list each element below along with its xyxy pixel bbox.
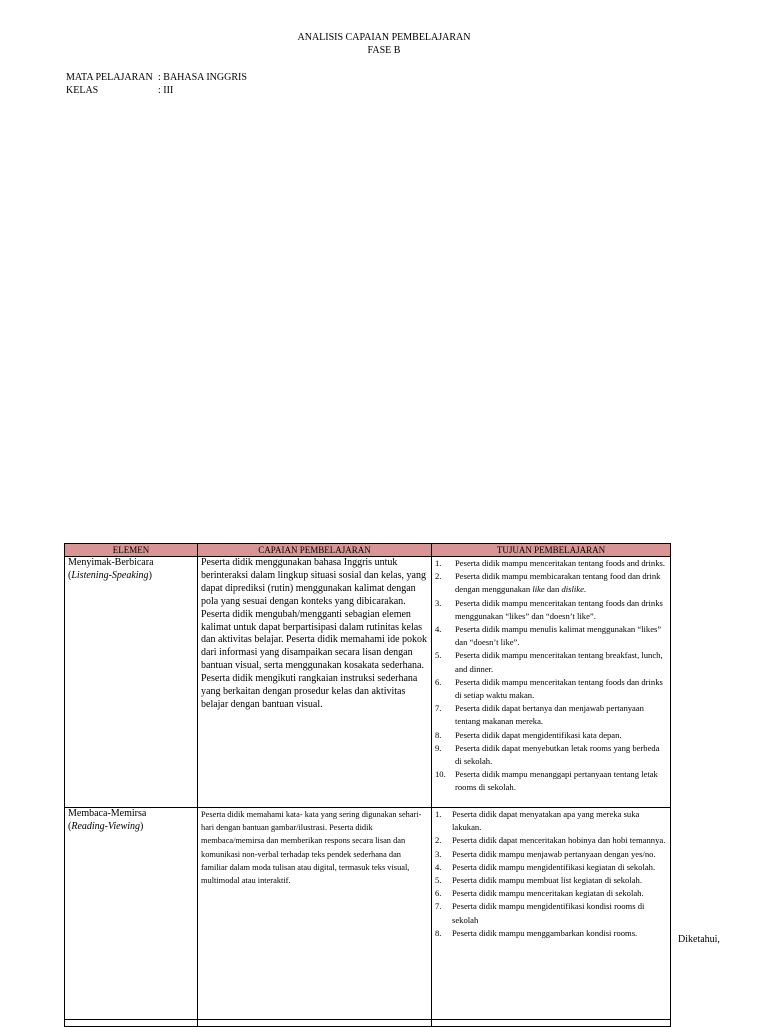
tujuan-list (435, 808, 667, 940)
list-item: 3. Peserta didik mampu menjawab pertanyaan dengan yes/no. (435, 848, 656, 859)
list-item: 6. Peserta didik mampu menceritakan tentang foods dan drinks di setiap waktu makan. (435, 676, 663, 701)
tujuan-list (435, 557, 667, 795)
list-item: 1. Peserta didik mampu menceritakan tentang foods and drinks. (435, 558, 666, 568)
class-label: KELAS (66, 85, 99, 96)
element-cell: Membaca-Memirsa (Reading-Viewing) (65, 808, 198, 1020)
list-item: 8. Peserta didik mampu menggambarkan kondisi rooms. (435, 927, 638, 938)
list-item: 7. Peserta didik dapat bertanya dan menjawab pertanyaan tentang makanan mereka. (435, 703, 644, 727)
list-item: 2. Peserta didik mampu membicarakan tentang food dan drink dengan menggunakan like dan dislike. (435, 571, 661, 595)
list-item: 9. Peserta didik dapat menyebutkan letak rooms yang berbeda di sekolah. (435, 742, 660, 767)
tujuan-cell (432, 557, 671, 808)
table-row (65, 557, 671, 808)
page-title: ANALISIS CAPAIAN PEMBELAJARAN (297, 32, 471, 43)
list-item: 4. Peserta didik mampu mengidentifikasi kegiatan di sekolah. (435, 861, 656, 872)
list-item: 5. Peserta didik mampu menceritakan tentang breakfast, lunch, and dinner. (435, 650, 663, 674)
tujuan-cell (432, 808, 671, 1020)
element-name: Membaca-Memirsa (68, 808, 147, 819)
capaian-cell: Peserta didik menggunakan bahasa Inggris untuk berinteraksi dalam lingkup situasi sosial dan kelas, yang dapat diprediksi (rutin) menggunakan kalimat dengan pola yang sesuai dengan konteks yang dibicarakan. Peserta didik mengubah/mengganti sebagian elemen kalimat untuk dapat berpartisipasi dalam rutinitas kelas dan aktivitas belajar. Peserta didik memahami ide pokok dari informasi yang disampaikan secara lisan dengan bantuan visual, serta menggunakan kosakata sederhana. Peserta didik mengikuti rangkaian instruksi sederhana yang berkaitan dengan prosedur kelas dan aktivitas belajar dengan bantuan visual. (198, 557, 432, 808)
table-row (65, 808, 671, 1020)
side-note: Diketahui, (678, 934, 720, 945)
element-name: Menyimak-Berbicara (68, 557, 154, 568)
list-item: 7. Peserta didik mampu mengidentifikasi kondisi rooms di sekolah (435, 901, 645, 925)
header-capaian: CAPAIAN PEMBELAJARAN (198, 544, 432, 557)
learning-outcomes-table (64, 543, 671, 1027)
list-item: 6. Peserta didik mampu menceritakan kegiatan di sekolah. (435, 888, 644, 899)
subject-label: MATA PELAJARAN (66, 72, 153, 83)
table-header-row (65, 544, 671, 557)
header-elemen: ELEMEN (65, 544, 198, 557)
list-item: 8. Peserta didik dapat mengidentifikasi kata depan. (435, 729, 622, 740)
list-item: 2. Peserta didik dapat menceritakan hobinya dan hobi temannya. (435, 835, 666, 846)
element-name-en: Reading-Viewing (71, 820, 141, 832)
capaian-cell: Peserta didik memahami kata- kata yang sering digunakan sehari-hari dengan bantuan gambar/ilustrasi. Peserta didik membaca/memirsa dan memberikan respons secara lisan dan komunikasi non-verbal terhadap teks pendek sederhana dan familiar dalam moda tulisan atau digital, termasuk teks visual, multimodal atau interaktif. (198, 808, 432, 1020)
list-item: 10. Peserta didik mampu menanggapi pertanyaan tentang letak rooms di sekolah. (435, 769, 658, 793)
class-value: : III (158, 85, 174, 96)
subject-value: : BAHASA INGGRIS (158, 72, 247, 83)
list-item: 1. Peserta didik dapat menyatakan apa yang mereka suka lakukan. (435, 809, 640, 833)
list-item: 4. Peserta didik mampu menulis kalimat menggunakan “likes” dan “doesn’t like”. (435, 624, 662, 648)
table-row (65, 1020, 671, 1027)
class-line (66, 85, 173, 97)
header-tujuan: TUJUAN PEMBELAJARAN (432, 544, 671, 557)
element-cell: Menyimak-Berbicara (Listening-Speaking) (65, 557, 198, 808)
list-item: 5. Peserta didik mampu membuat list kegiatan di sekolah. (435, 875, 642, 886)
element-name-en: Listening-Speaking (71, 569, 149, 581)
page-subtitle: FASE B (367, 45, 401, 56)
list-item: 3. Peserta didik mampu menceritakan tentang foods dan drinks menggunakan “likes” dan “doesn’t like”. (435, 597, 663, 621)
subject-line (66, 72, 247, 84)
